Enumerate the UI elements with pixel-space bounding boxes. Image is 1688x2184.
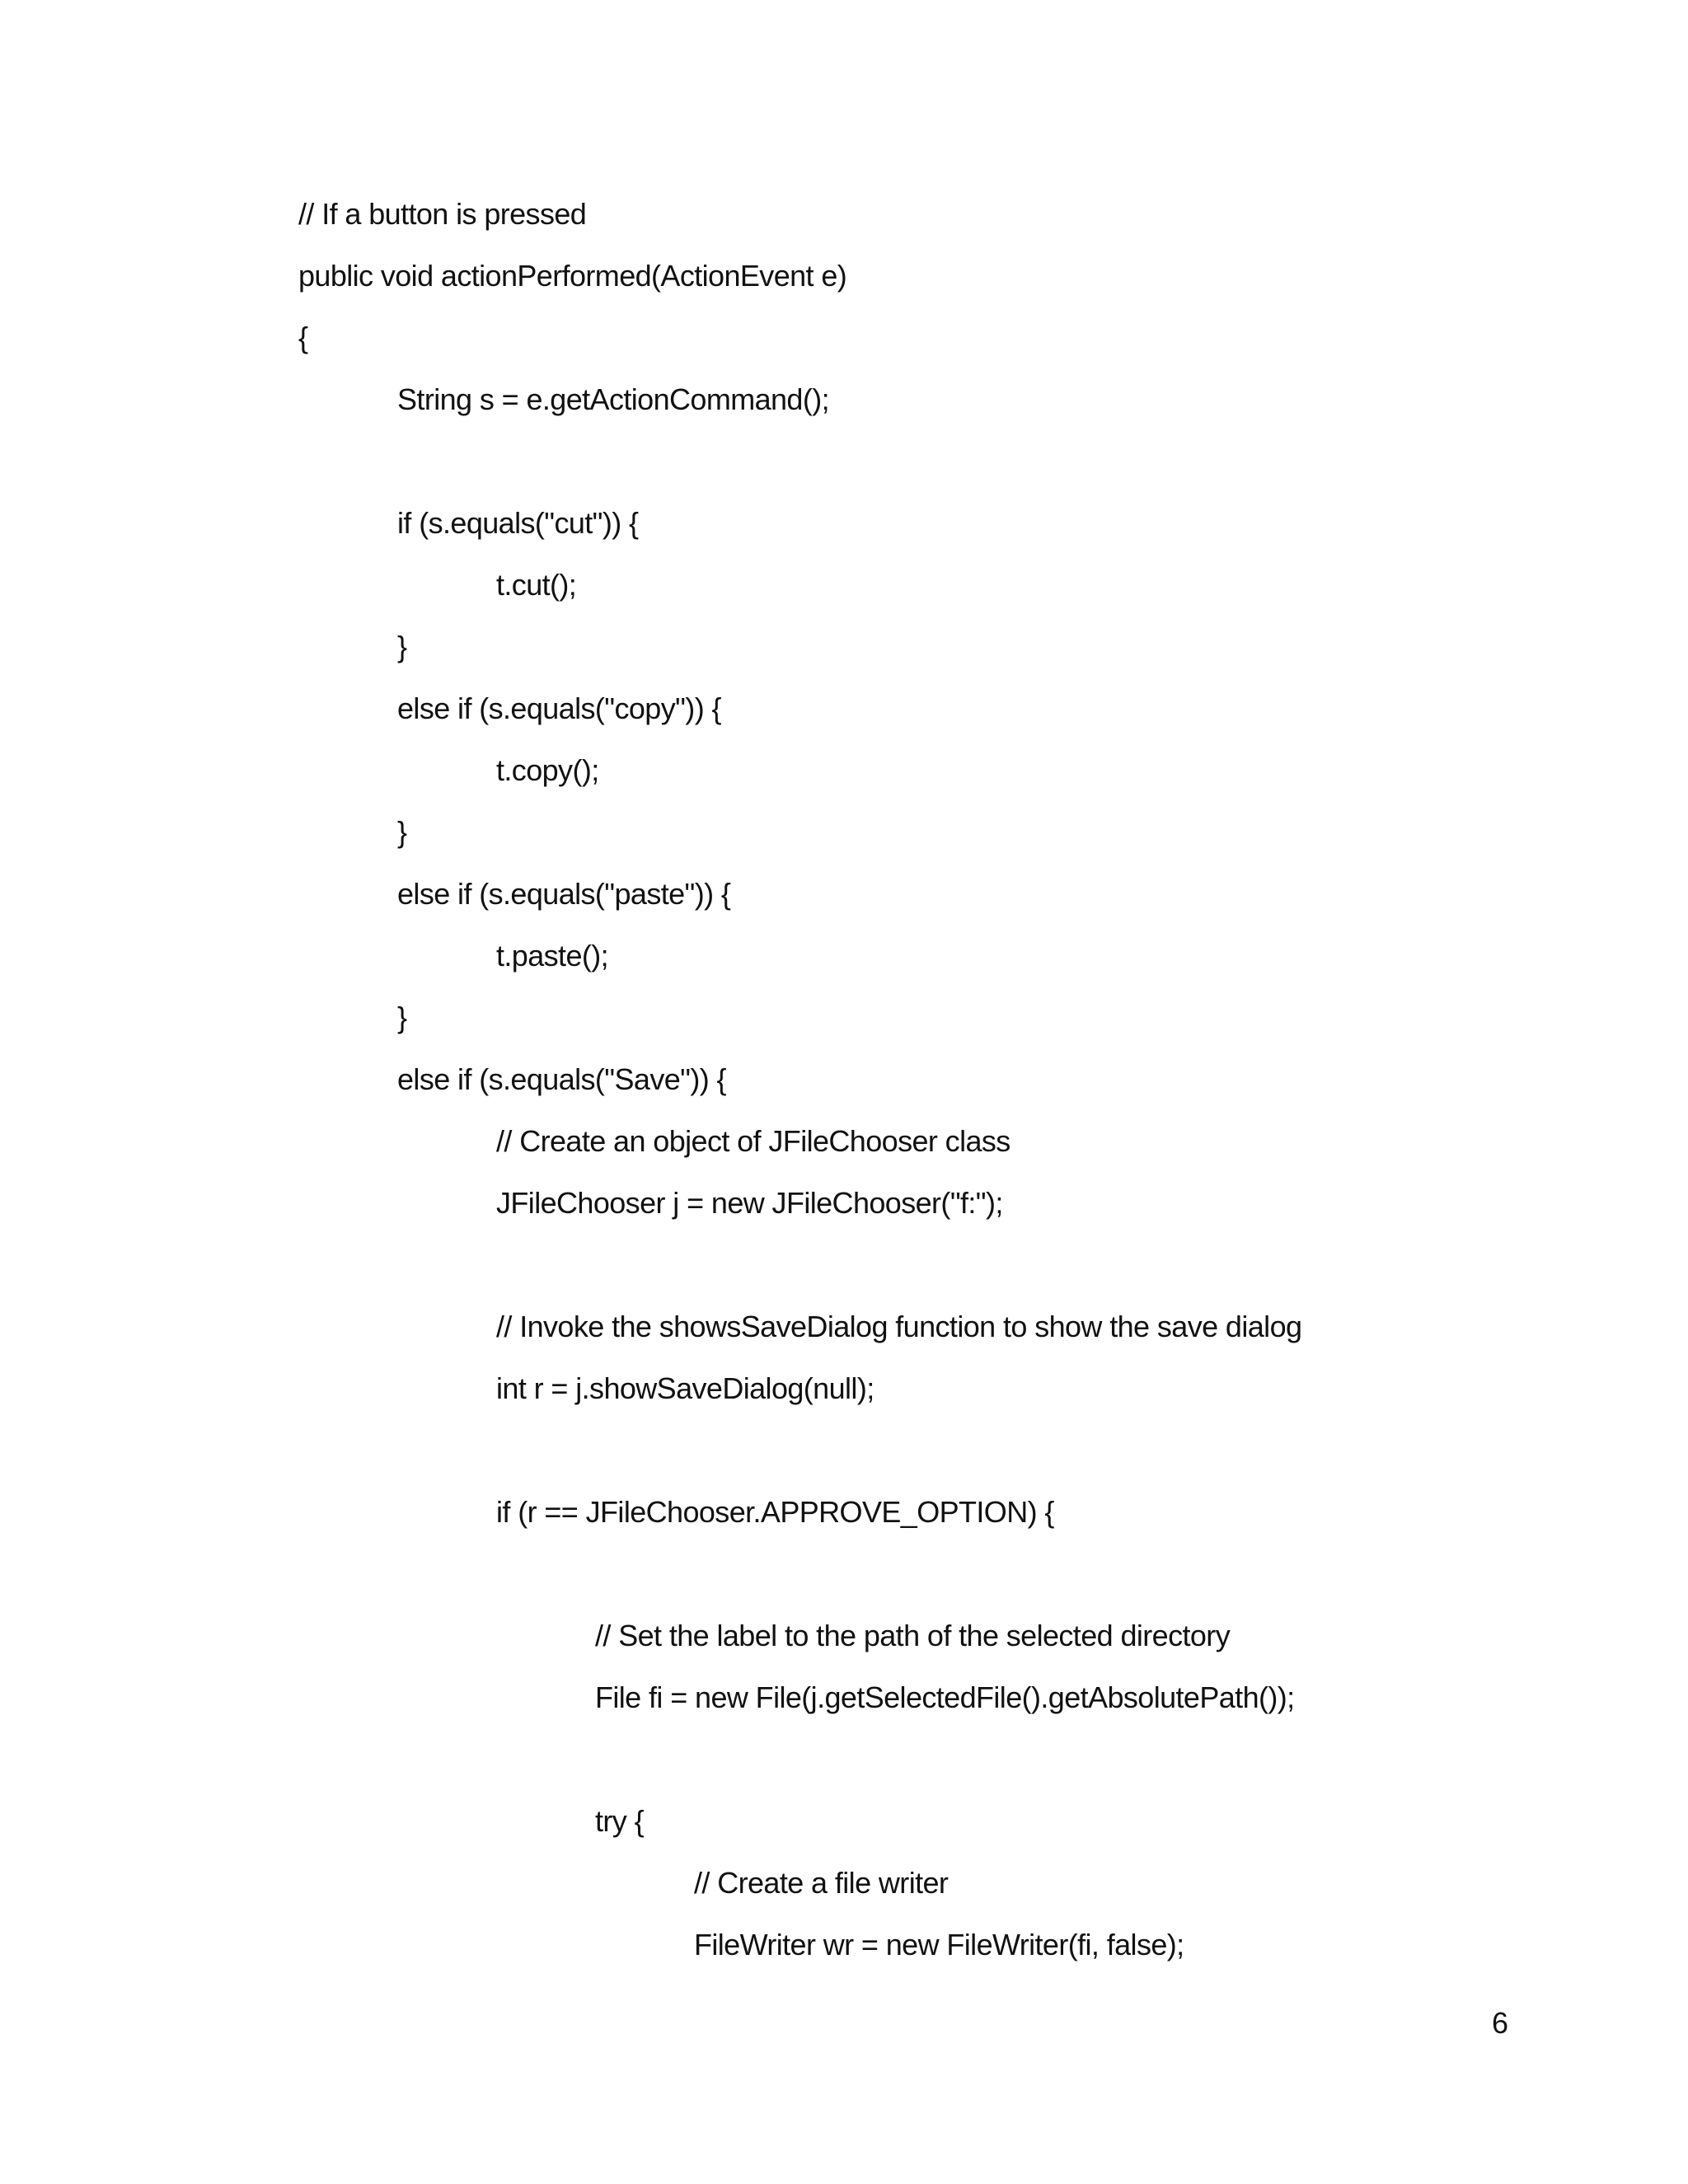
code-line-new-file-chooser: JFileChooser j = new JFileChooser("f:"); — [496, 1186, 1003, 1220]
code-line-new-file-writer: FileWriter wr = new FileWriter(fi, false); — [694, 1928, 1184, 1961]
code-line-show-save-dialog: int r = j.showSaveDialog(null); — [496, 1371, 874, 1405]
code-line-try: try { — [595, 1804, 645, 1838]
code-line-if-cut: if (s.equals("cut")) { — [397, 506, 639, 540]
code-line-paste-call: t.paste(); — [496, 939, 609, 972]
page-number: 6 — [1491, 2006, 1508, 2040]
code-line-comment-create-chooser: // Create an object of JFileChooser class — [496, 1124, 1010, 1158]
code-line-close-brace: } — [397, 1001, 407, 1034]
code-line-comment-set-label: // Set the label to the path of the selected directory — [595, 1619, 1231, 1652]
code-line-copy-call: t.copy(); — [496, 753, 599, 787]
code-line-get-action-command: String s = e.getActionCommand(); — [397, 382, 830, 416]
code-line-if-approve-option: if (r == JFileChooser.APPROVE_OPTION) { — [496, 1495, 1054, 1529]
code-line-close-brace: } — [397, 815, 407, 849]
code-line-comment-button-pressed: // If a button is pressed — [298, 197, 587, 231]
code-line-comment-file-writer: // Create a file writer — [694, 1866, 949, 1900]
code-line-else-if-paste: else if (s.equals("paste")) { — [397, 877, 731, 911]
code-line-open-brace: { — [298, 321, 308, 354]
code-line-method-signature: public void actionPerformed(ActionEvent e) — [298, 259, 847, 293]
code-line-cut-call: t.cut(); — [496, 568, 577, 602]
code-line-close-brace: } — [397, 630, 407, 663]
code-line-else-if-save: else if (s.equals("Save")) { — [397, 1062, 726, 1096]
code-line-else-if-copy: else if (s.equals("copy")) { — [397, 691, 721, 725]
code-line-new-file: File fi = new File(j.getSelectedFile().getAbsolutePath()); — [595, 1680, 1295, 1714]
code-line-comment-save-dialog: // Invoke the showsSaveDialog function to show the save dialog — [496, 1310, 1302, 1343]
